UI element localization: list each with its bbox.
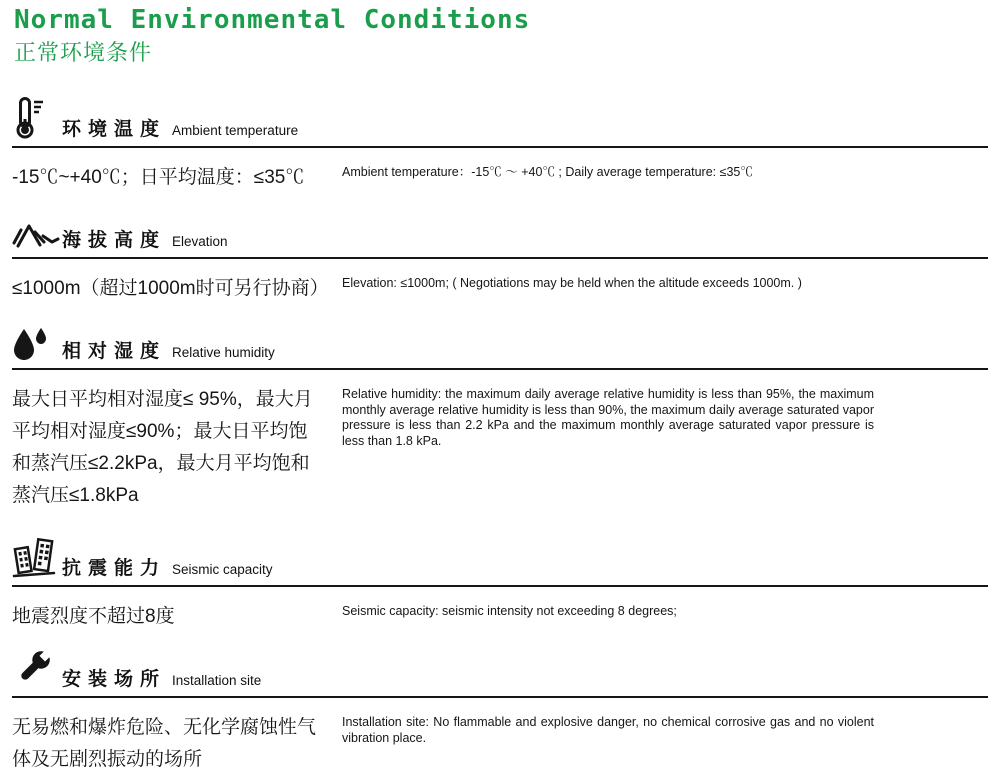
section-body-en: Elevation: ≤1000m; ( Negotiations may be held when the altitude exceeds 1000m. ) [342,276,802,290]
section-elevation [0,222,1000,305]
divider [12,696,988,698]
section-header [12,222,988,252]
section-body-en: Ambient temperature：-15℃ ～ +40℃ ; Daily average temperature: ≤35℃ [342,165,753,179]
page-title-zh: 正常环境条件 [14,40,153,65]
section-seismic-capacity [0,536,1000,633]
section-header [12,647,988,691]
section-label-en: Installation site [172,673,262,688]
section-body-zh: -15℃~+40℃；日平均温度：≤35℃ [12,167,305,188]
section-body-zh: ≤1000m（超过1000m时可另行协商） [12,278,329,299]
thermometer-icon [12,97,62,135]
section-relative-humidity [0,327,1000,512]
mountain-icon [12,222,62,246]
section-body-en: Relative humidity: the maximum daily average relative humidity is less than 95%, the maximum monthly average relative humidity is less than 90%, the maximum daily average saturated vapor pressure is less than 2.2 kPa and the maximum monthly average saturated vapor pressure is less than 1.8 kPa. [342,387,874,448]
section-body [12,162,988,194]
section-header [12,536,988,580]
divider [12,257,988,259]
divider [12,368,988,370]
section-label-zh: 安装场所 [62,669,167,690]
page-header [0,0,1000,67]
divider [12,585,988,587]
section-label-en: Elevation [172,234,228,249]
water-drops-icon [12,327,62,357]
section-body [12,712,988,776]
section-body-zh: 最大日平均相对湿度≤ 95%，最大月平均相对湿度≤90%；最大日平均饱和蒸汽压≤2.2kPa，最大月平均饱和蒸汽压≤1.8kPa [12,389,313,506]
section-label-en: Seismic capacity [172,562,273,577]
section-label-en: Relative humidity [172,345,275,360]
wrench-icon [12,647,62,685]
section-body [12,601,988,633]
section-body [12,384,988,512]
section-label-en: Ambient temperature [172,123,299,138]
section-label-zh: 相对湿度 [62,341,167,362]
seismic-buildings-icon [12,536,62,574]
section-body-en: Seismic capacity: seismic intensity not exceeding 8 degrees; [342,604,677,618]
section-label-zh: 海拔高度 [62,230,167,251]
section-body-en: Installation site: No flammable and explosive danger, no chemical corrosive gas and no violent vibration place. [342,715,874,745]
divider [12,146,988,148]
page-title: Normal Environmental Conditions [14,5,531,35]
section-body [12,273,988,305]
section-label-zh: 环境温度 [62,119,167,140]
section-installation-site [0,647,1000,776]
section-header [12,97,988,141]
section-body-zh: 地震烈度不超过8度 [12,606,175,627]
section-body-zh: 无易燃和爆炸危险、无化学腐蚀性气体及无剧烈振动的场所 [12,717,317,770]
section-ambient-temperature [0,97,1000,194]
section-header [12,327,988,363]
section-label-zh: 抗震能力 [62,558,167,579]
